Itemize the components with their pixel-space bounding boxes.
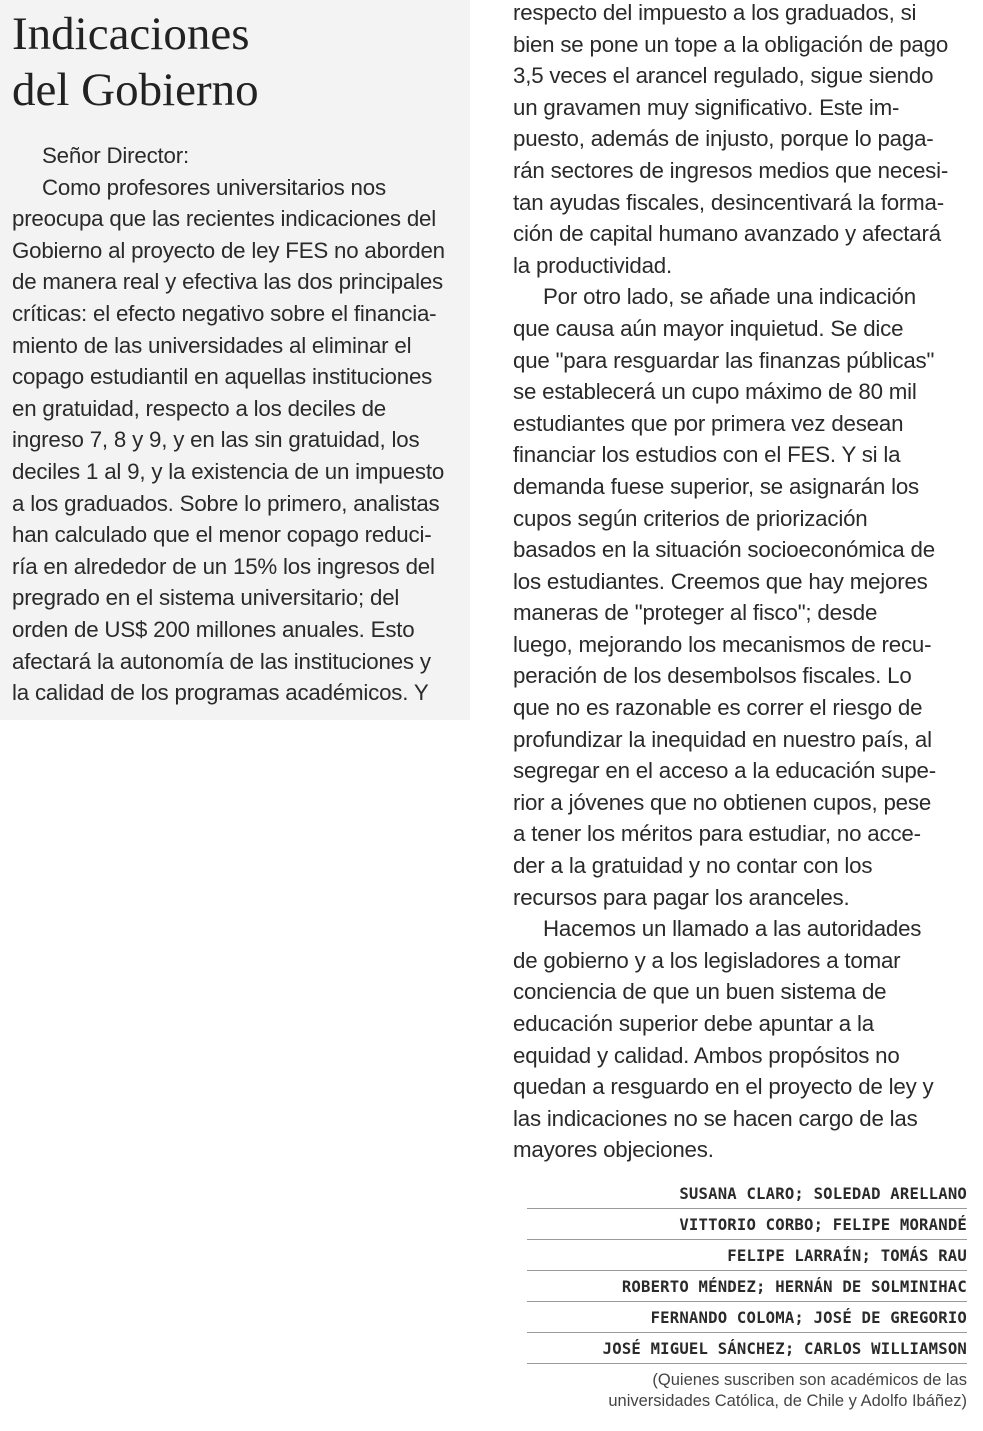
title-line-1: Indicaciones bbox=[12, 8, 250, 60]
text-line: puesto, además de injusto, porque lo paga- bbox=[513, 126, 934, 152]
right-column-text bbox=[513, 0, 973, 1166]
text-line: en gratuidad, respecto a los deciles de bbox=[12, 395, 386, 421]
signature-line: FERNANDO COLOMA; JOSÉ DE GREGORIO bbox=[527, 1302, 967, 1333]
text-line: rior a jóvenes que no obtienen cupos, pese bbox=[513, 789, 932, 815]
left-column-text bbox=[12, 140, 467, 709]
text-line: maneras de "proteger al fisco"; desde bbox=[513, 600, 878, 626]
text-line: que "para resguardar las finanzas públicas" bbox=[513, 347, 935, 373]
text-line: deciles 1 al 9, y la existencia de un impuesto bbox=[12, 458, 445, 484]
text-line: copago estudiantil en aquellas instituciones bbox=[12, 364, 433, 390]
text-line: han calculado que el menor copago reduci- bbox=[12, 522, 432, 548]
text-line: afectará la autonomía de las instituciones y bbox=[12, 648, 431, 674]
text-line: Señor Director: bbox=[42, 143, 189, 168]
text-line: que no es razonable es correr el riesgo de bbox=[513, 695, 923, 721]
signature-line: ROBERTO MÉNDEZ; HERNÁN DE SOLMINIHAC bbox=[527, 1271, 967, 1302]
text-line: demanda fuese superior, se asignarán los bbox=[513, 473, 919, 499]
text-line: Como profesores universitarios nos bbox=[42, 174, 386, 200]
text-line: críticas: el efecto negativo sobre el financia- bbox=[12, 300, 437, 326]
text-line: se establecerá un cupo máximo de 80 mil bbox=[513, 379, 917, 405]
text-line: peración de los desembolsos fiscales. Lo bbox=[513, 663, 912, 689]
text-line: miento de las universidades al eliminar el bbox=[12, 332, 412, 358]
text-line: que causa aún mayor inquietud. Se dice bbox=[513, 315, 904, 341]
text-line: recursos para pagar los aranceles. bbox=[513, 884, 850, 910]
text-line: orden de US$ 200 millones anuales. Esto bbox=[12, 616, 415, 642]
text-line: 3,5 veces el arancel regulado, sigue siendo bbox=[513, 63, 934, 89]
text-line: rán sectores de ingresos medios que necesi- bbox=[513, 157, 949, 183]
text-line: de manera real y efectiva las dos principales bbox=[12, 269, 443, 295]
signature-line: SUSANA CLARO; SOLEDAD ARELLANO bbox=[527, 1178, 967, 1209]
text-line: Hacemos un llamado a las autoridades bbox=[543, 916, 922, 942]
text-line: der a la gratuidad y no contar con los bbox=[513, 853, 873, 879]
text-line: conciencia de que un buen sistema de bbox=[513, 979, 887, 1005]
signatories-note bbox=[527, 1370, 967, 1412]
text-line: Gobierno al proyecto de ley FES no aborden bbox=[12, 237, 445, 263]
text-line: respecto del impuesto a los graduados, si bbox=[513, 0, 917, 25]
text-line: profundizar la inequidad en nuestro país, al bbox=[513, 726, 932, 752]
signature-line: VITTORIO CORBO; FELIPE MORANDÉ bbox=[527, 1209, 967, 1240]
article-title bbox=[12, 6, 452, 118]
text-line: basados en la situación socioeconómica de bbox=[513, 537, 935, 563]
text-line: un gravamen muy significativo. Este im- bbox=[513, 94, 900, 120]
text-line: a los graduados. Sobre lo primero, analistas bbox=[12, 490, 440, 516]
text-line: segregar en el acceso a la educación supe- bbox=[513, 758, 936, 784]
text-line: los estudiantes. Creemos que hay mejores bbox=[513, 568, 928, 594]
text-line: luego, mejorando los mecanismos de recu- bbox=[513, 631, 932, 657]
text-line: ingreso 7, 8 y 9, y en las sin gratuidad, los bbox=[12, 427, 420, 453]
text-line: la productividad. bbox=[513, 252, 672, 278]
text-line: preocupa que las recientes indicaciones del bbox=[12, 206, 436, 232]
text-line: de gobierno y a los legisladores a tomar bbox=[513, 947, 901, 973]
text-line: ría en alrededor de un 15% los ingresos del bbox=[12, 553, 435, 579]
note-line-2: universidades Católica, de Chile y Adolfo Ibáñez) bbox=[608, 1392, 967, 1410]
text-line: bien se pone un tope a la obligación de pago bbox=[513, 31, 949, 57]
text-line: la calidad de los programas académicos. Y bbox=[12, 680, 429, 706]
text-line: a tener los méritos para estudiar, no acce- bbox=[513, 821, 921, 847]
text-line: quedan a resguardo en el proyecto de ley y bbox=[513, 1074, 934, 1100]
note-line-1: (Quienes suscriben son académicos de las bbox=[652, 1371, 967, 1389]
text-line: cupos según criterios de priorización bbox=[513, 505, 868, 531]
text-line: mayores objeciones. bbox=[513, 1137, 714, 1163]
text-line: educación superior debe apuntar a la bbox=[513, 1011, 874, 1036]
text-line: financiar los estudios con el FES. Y si la bbox=[513, 442, 901, 468]
text-line: estudiantes que por primera vez desean bbox=[513, 410, 904, 436]
signature-line: JOSÉ MIGUEL SÁNCHEZ; CARLOS WILLIAMSON bbox=[527, 1333, 967, 1364]
text-line: equidad y calidad. Ambos propósitos no bbox=[513, 1042, 900, 1068]
text-line: Por otro lado, se añade una indicación bbox=[543, 284, 916, 310]
text-line: las indicaciones no se hacen cargo de las bbox=[513, 1105, 918, 1131]
text-line: pregrado en el sistema universitario; del bbox=[12, 585, 400, 611]
signature-list bbox=[527, 1178, 967, 1364]
text-line: ción de capital humano avanzado y afectará bbox=[513, 221, 941, 247]
title-line-2: del Gobierno bbox=[12, 64, 259, 116]
signature-line: FELIPE LARRAÍN; TOMÁS RAU bbox=[527, 1240, 967, 1271]
text-line: tan ayudas fiscales, desincentivará la forma- bbox=[513, 189, 944, 215]
